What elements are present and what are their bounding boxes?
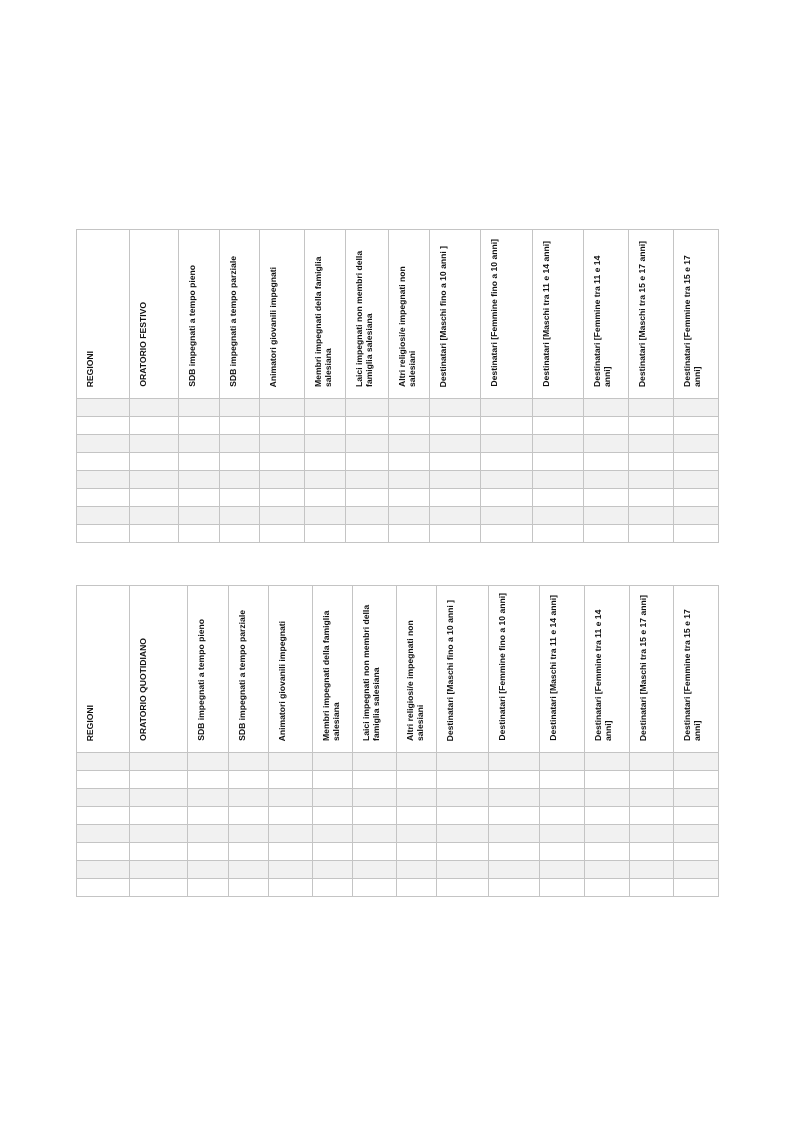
table-cell[interactable] [389, 453, 430, 471]
table-cell[interactable] [437, 843, 489, 861]
table-row [77, 399, 719, 417]
table-cell[interactable] [489, 825, 540, 843]
header-animatori-giovanili: Animatori giovanili impegnati [269, 586, 313, 753]
table-cell[interactable] [229, 879, 269, 897]
table-cell[interactable] [430, 525, 481, 543]
table-cell[interactable] [220, 417, 260, 435]
table-cell[interactable] [346, 471, 389, 489]
table-cell[interactable] [260, 453, 305, 471]
table-cell[interactable] [305, 507, 346, 525]
table-cell[interactable] [540, 879, 585, 897]
table-cell[interactable] [346, 507, 389, 525]
table-cell[interactable] [77, 525, 130, 543]
table-cell[interactable] [584, 471, 629, 489]
table-cell[interactable] [481, 525, 533, 543]
header-membri-famiglia-salesiana: Membri impegnati della famiglia salesiana [305, 230, 346, 399]
header-maschi-fino-10: Destinatari [Maschi fino a 10 anni ] [437, 586, 489, 753]
table-cell[interactable] [430, 435, 481, 453]
table-cell[interactable] [229, 843, 269, 861]
table-cell[interactable] [269, 753, 313, 771]
table-cell[interactable] [130, 507, 179, 525]
table-cell[interactable] [220, 399, 260, 417]
table-cell[interactable] [130, 453, 179, 471]
table-cell[interactable] [397, 861, 437, 879]
table-cell[interactable] [130, 771, 188, 789]
table-cell[interactable] [130, 489, 179, 507]
table-cell[interactable] [629, 453, 674, 471]
table-cell[interactable] [346, 435, 389, 453]
table-cell[interactable] [674, 471, 719, 489]
table-row [77, 471, 719, 489]
table-cell[interactable] [313, 753, 353, 771]
table-row [77, 525, 719, 543]
header-femmine-11-14: Destinatari [Femmine tra 11 e 14 anni] [585, 586, 630, 753]
table-cell[interactable] [397, 753, 437, 771]
table-cell[interactable] [489, 861, 540, 879]
table-cell[interactable] [130, 435, 179, 453]
table-cell[interactable] [179, 489, 220, 507]
header-sdb-tempo-parziale: SDB impegnati a tempo parziale [229, 586, 269, 753]
header-regioni: REGIONI [77, 586, 130, 753]
table-cell[interactable] [437, 861, 489, 879]
table-cell[interactable] [489, 753, 540, 771]
table-cell[interactable] [130, 471, 179, 489]
table-cell[interactable] [220, 507, 260, 525]
table-cell[interactable] [188, 753, 229, 771]
table-cell[interactable] [584, 507, 629, 525]
table-row [77, 417, 719, 435]
table-cell[interactable] [77, 879, 130, 897]
table-cell[interactable] [188, 789, 229, 807]
table-row [77, 489, 719, 507]
table-cell[interactable] [220, 525, 260, 543]
table-row [77, 753, 719, 771]
table-cell[interactable] [389, 399, 430, 417]
table-cell[interactable] [397, 843, 437, 861]
table-cell[interactable] [229, 807, 269, 825]
table-cell[interactable] [540, 861, 585, 879]
table-cell[interactable] [630, 771, 674, 789]
header-row [77, 586, 719, 753]
table-cell[interactable] [269, 807, 313, 825]
table-row [77, 861, 719, 879]
table-cell[interactable] [130, 399, 179, 417]
table-cell[interactable] [481, 489, 533, 507]
table-cell[interactable] [437, 771, 489, 789]
table-cell[interactable] [674, 825, 719, 843]
table-cell[interactable] [540, 843, 585, 861]
table-cell[interactable] [481, 507, 533, 525]
table-cell[interactable] [346, 417, 389, 435]
table-cell[interactable] [397, 771, 437, 789]
table-cell[interactable] [188, 843, 229, 861]
table-row [77, 771, 719, 789]
table-cell[interactable] [630, 861, 674, 879]
table-cell[interactable] [353, 843, 397, 861]
table-cell[interactable] [630, 825, 674, 843]
header-altri-religiosi: Altri religiosi/e impegnati non salesiani [397, 586, 437, 753]
table-cell[interactable] [437, 825, 489, 843]
table-cell[interactable] [313, 843, 353, 861]
table-cell[interactable] [540, 789, 585, 807]
header-animatori-giovanili: Animatori giovanili impegnati [260, 230, 305, 399]
table-cell[interactable] [674, 525, 719, 543]
table-cell[interactable] [188, 879, 229, 897]
table-cell[interactable] [674, 861, 719, 879]
table-cell[interactable] [584, 525, 629, 543]
header-oratorio-festivo: ORATORIO FESTIVO [130, 230, 179, 399]
table-cell[interactable] [220, 435, 260, 453]
table-cell[interactable] [430, 489, 481, 507]
table-cell[interactable] [77, 471, 130, 489]
table-cell[interactable] [77, 489, 130, 507]
table-cell[interactable] [130, 417, 179, 435]
table-cell[interactable] [397, 807, 437, 825]
table-cell[interactable] [430, 417, 481, 435]
table-cell[interactable] [77, 771, 130, 789]
table-cell[interactable] [397, 825, 437, 843]
table-cell[interactable] [269, 843, 313, 861]
table-cell[interactable] [437, 879, 489, 897]
header-femmine-fino-10: Destinatari [Femmine fino a 10 anni] [489, 586, 540, 753]
table-cell[interactable] [584, 489, 629, 507]
table-cell[interactable] [353, 789, 397, 807]
table-cell[interactable] [77, 417, 130, 435]
table-cell[interactable] [674, 879, 719, 897]
table-cell[interactable] [629, 435, 674, 453]
table-cell[interactable] [346, 489, 389, 507]
table-cell[interactable] [629, 507, 674, 525]
table-cell[interactable] [130, 525, 179, 543]
table-cell[interactable] [260, 417, 305, 435]
table-cell[interactable] [674, 753, 719, 771]
table-cell[interactable] [269, 789, 313, 807]
oratorio-festivo-table [76, 229, 719, 543]
table-cell[interactable] [489, 879, 540, 897]
table-cell[interactable] [389, 489, 430, 507]
table-cell[interactable] [260, 507, 305, 525]
table-cell[interactable] [533, 525, 584, 543]
oratorio-quotidiano-table [76, 585, 719, 897]
table-cell[interactable] [389, 471, 430, 489]
table-cell[interactable] [188, 861, 229, 879]
table-cell[interactable] [629, 417, 674, 435]
table-body [77, 753, 719, 897]
table-cell[interactable] [533, 489, 584, 507]
table-cell[interactable] [77, 753, 130, 771]
table-cell[interactable] [389, 417, 430, 435]
table-cell[interactable] [489, 807, 540, 825]
table-cell[interactable] [489, 771, 540, 789]
table-cell[interactable] [585, 771, 630, 789]
table-cell[interactable] [229, 753, 269, 771]
table-cell[interactable] [489, 789, 540, 807]
table-body [77, 399, 719, 543]
table-cell[interactable] [130, 861, 188, 879]
table-cell[interactable] [305, 435, 346, 453]
table-cell[interactable] [397, 789, 437, 807]
table-cell[interactable] [179, 471, 220, 489]
table-cell[interactable] [130, 807, 188, 825]
table-cell[interactable] [585, 843, 630, 861]
table-cell[interactable] [674, 771, 719, 789]
table-cell[interactable] [533, 507, 584, 525]
table-cell[interactable] [188, 771, 229, 789]
table-cell[interactable] [533, 435, 584, 453]
table-cell[interactable] [346, 399, 389, 417]
table-cell[interactable] [629, 525, 674, 543]
table-cell[interactable] [77, 435, 130, 453]
table-cell[interactable] [353, 753, 397, 771]
table-cell[interactable] [430, 453, 481, 471]
table-cell[interactable] [489, 843, 540, 861]
table-cell[interactable] [305, 471, 346, 489]
table-cell[interactable] [269, 825, 313, 843]
table-cell[interactable] [585, 789, 630, 807]
table-cell[interactable] [305, 453, 346, 471]
table-cell[interactable] [533, 417, 584, 435]
table-cell[interactable] [674, 807, 719, 825]
table-cell[interactable] [77, 507, 130, 525]
header-femmine-fino-10: Destinatari [Femmine fino a 10 anni] [481, 230, 533, 399]
table-cell[interactable] [585, 879, 630, 897]
header-sdb-tempo-pieno: SDB impegnati a tempo pieno [179, 230, 220, 399]
table-cell[interactable] [389, 507, 430, 525]
table-cell[interactable] [179, 507, 220, 525]
table-cell[interactable] [77, 453, 130, 471]
table-cell[interactable] [397, 879, 437, 897]
table-row [77, 825, 719, 843]
table-cell[interactable] [481, 453, 533, 471]
table-cell[interactable] [313, 879, 353, 897]
table-cell[interactable] [130, 843, 188, 861]
table-cell[interactable] [630, 843, 674, 861]
table-cell[interactable] [540, 807, 585, 825]
table-cell[interactable] [220, 471, 260, 489]
table-row [77, 843, 719, 861]
table-cell[interactable] [584, 417, 629, 435]
table-cell[interactable] [353, 879, 397, 897]
table-cell[interactable] [260, 489, 305, 507]
table-cell[interactable] [260, 399, 305, 417]
table-cell[interactable] [430, 399, 481, 417]
table-cell[interactable] [305, 525, 346, 543]
table-cell[interactable] [346, 525, 389, 543]
header-membri-famiglia-salesiana: Membri impegnati della famiglia salesiana [313, 586, 353, 753]
table-cell[interactable] [313, 789, 353, 807]
header-femmine-11-14: Destinatari [Femmine tra 11 e 14 anni] [584, 230, 629, 399]
header-femmine-15-17: Destinatari [Femmine tra 15 e 17 anni] [674, 586, 719, 753]
table-cell[interactable] [130, 879, 188, 897]
table-cell[interactable] [229, 825, 269, 843]
header-regioni: REGIONI [77, 230, 130, 399]
table-cell[interactable] [229, 771, 269, 789]
table-row [77, 435, 719, 453]
header-femmine-15-17: Destinatari [Femmine tra 15 e 17 anni] [674, 230, 719, 399]
table-cell[interactable] [584, 435, 629, 453]
table-cell[interactable] [674, 453, 719, 471]
table-cell[interactable] [229, 861, 269, 879]
table-cell[interactable] [188, 825, 229, 843]
table-cell[interactable] [260, 525, 305, 543]
header-maschi-15-17: Destinatari [Maschi tra 15 e 17 anni] [630, 586, 674, 753]
table-cell[interactable] [585, 861, 630, 879]
table-cell[interactable] [540, 771, 585, 789]
header-altri-religiosi: Altri religiosi/e impegnati non salesiani [389, 230, 430, 399]
table-cell[interactable] [674, 843, 719, 861]
table-cell[interactable] [585, 807, 630, 825]
table-row [77, 789, 719, 807]
table-cell[interactable] [353, 861, 397, 879]
table-cell[interactable] [179, 417, 220, 435]
table-row [77, 507, 719, 525]
table-cell[interactable] [430, 507, 481, 525]
table-cell[interactable] [313, 771, 353, 789]
table-cell[interactable] [305, 489, 346, 507]
table-cell[interactable] [77, 789, 130, 807]
header-maschi-11-14: Destinatari [Maschi tra 11 e 14 anni] [533, 230, 584, 399]
header-laici-non-membri: Laici impegnati non membri della famiglia salesiana [346, 230, 389, 399]
header-maschi-fino-10: Destinatari [Maschi fino a 10 anni ] [430, 230, 481, 399]
header-maschi-11-14: Destinatari [Maschi tra 11 e 14 anni] [540, 586, 585, 753]
table-cell[interactable] [77, 807, 130, 825]
table-cell[interactable] [533, 453, 584, 471]
header-row [77, 230, 719, 399]
table-cell[interactable] [629, 399, 674, 417]
header-laici-non-membri: Laici impegnati non membri della famiglia salesiana [353, 586, 397, 753]
table-cell[interactable] [585, 825, 630, 843]
table-cell[interactable] [630, 753, 674, 771]
table-cell[interactable] [389, 435, 430, 453]
table-cell[interactable] [130, 825, 188, 843]
table-cell[interactable] [629, 489, 674, 507]
table-cell[interactable] [430, 471, 481, 489]
table-cell[interactable] [229, 789, 269, 807]
table-cell[interactable] [313, 807, 353, 825]
table-cell[interactable] [389, 525, 430, 543]
table-cell[interactable] [305, 399, 346, 417]
table-cell[interactable] [77, 861, 130, 879]
table-cell[interactable] [130, 753, 188, 771]
table-cell[interactable] [584, 453, 629, 471]
table-row [77, 807, 719, 825]
table-cell[interactable] [179, 399, 220, 417]
table-cell[interactable] [269, 861, 313, 879]
table-cell[interactable] [179, 453, 220, 471]
table-cell[interactable] [629, 471, 674, 489]
table-cell[interactable] [188, 807, 229, 825]
table-cell[interactable] [437, 753, 489, 771]
table-cell[interactable] [179, 435, 220, 453]
table-cell[interactable] [533, 399, 584, 417]
table-cell[interactable] [630, 879, 674, 897]
table-cell[interactable] [220, 489, 260, 507]
table-cell[interactable] [674, 417, 719, 435]
table-cell[interactable] [540, 753, 585, 771]
table-cell[interactable] [630, 807, 674, 825]
table-cell[interactable] [313, 861, 353, 879]
table-cell[interactable] [481, 435, 533, 453]
table-cell[interactable] [353, 771, 397, 789]
table-cell[interactable] [260, 435, 305, 453]
table-cell[interactable] [481, 471, 533, 489]
header-sdb-tempo-pieno: SDB impegnati a tempo pieno [188, 586, 229, 753]
table-cell[interactable] [481, 399, 533, 417]
table-cell[interactable] [77, 399, 130, 417]
table-cell[interactable] [674, 789, 719, 807]
table-cell[interactable] [220, 453, 260, 471]
table-cell[interactable] [269, 879, 313, 897]
table-cell[interactable] [346, 453, 389, 471]
table-cell[interactable] [260, 471, 305, 489]
table-cell[interactable] [313, 825, 353, 843]
table-cell[interactable] [481, 417, 533, 435]
table-cell[interactable] [674, 489, 719, 507]
table-row [77, 453, 719, 471]
table-cell[interactable] [674, 435, 719, 453]
table-cell[interactable] [130, 789, 188, 807]
table-cell[interactable] [437, 789, 489, 807]
table-cell[interactable] [77, 825, 130, 843]
header-sdb-tempo-parziale: SDB impegnati a tempo parziale [220, 230, 260, 399]
table-cell[interactable] [353, 825, 397, 843]
table-cell[interactable] [630, 789, 674, 807]
table-cell[interactable] [353, 807, 397, 825]
table-cell[interactable] [540, 825, 585, 843]
table-cell[interactable] [674, 399, 719, 417]
header-oratorio-quotidiano: ORATORIO QUOTIDIANO [130, 586, 188, 753]
table-cell[interactable] [305, 417, 346, 435]
table-cell[interactable] [179, 525, 220, 543]
table-cell[interactable] [269, 771, 313, 789]
table-row [77, 879, 719, 897]
table-cell[interactable] [437, 807, 489, 825]
table-cell[interactable] [585, 753, 630, 771]
table-cell[interactable] [584, 399, 629, 417]
header-maschi-15-17: Destinatari [Maschi tra 15 e 17 anni] [629, 230, 674, 399]
table-cell[interactable] [77, 843, 130, 861]
table-cell[interactable] [533, 471, 584, 489]
table-cell[interactable] [674, 507, 719, 525]
